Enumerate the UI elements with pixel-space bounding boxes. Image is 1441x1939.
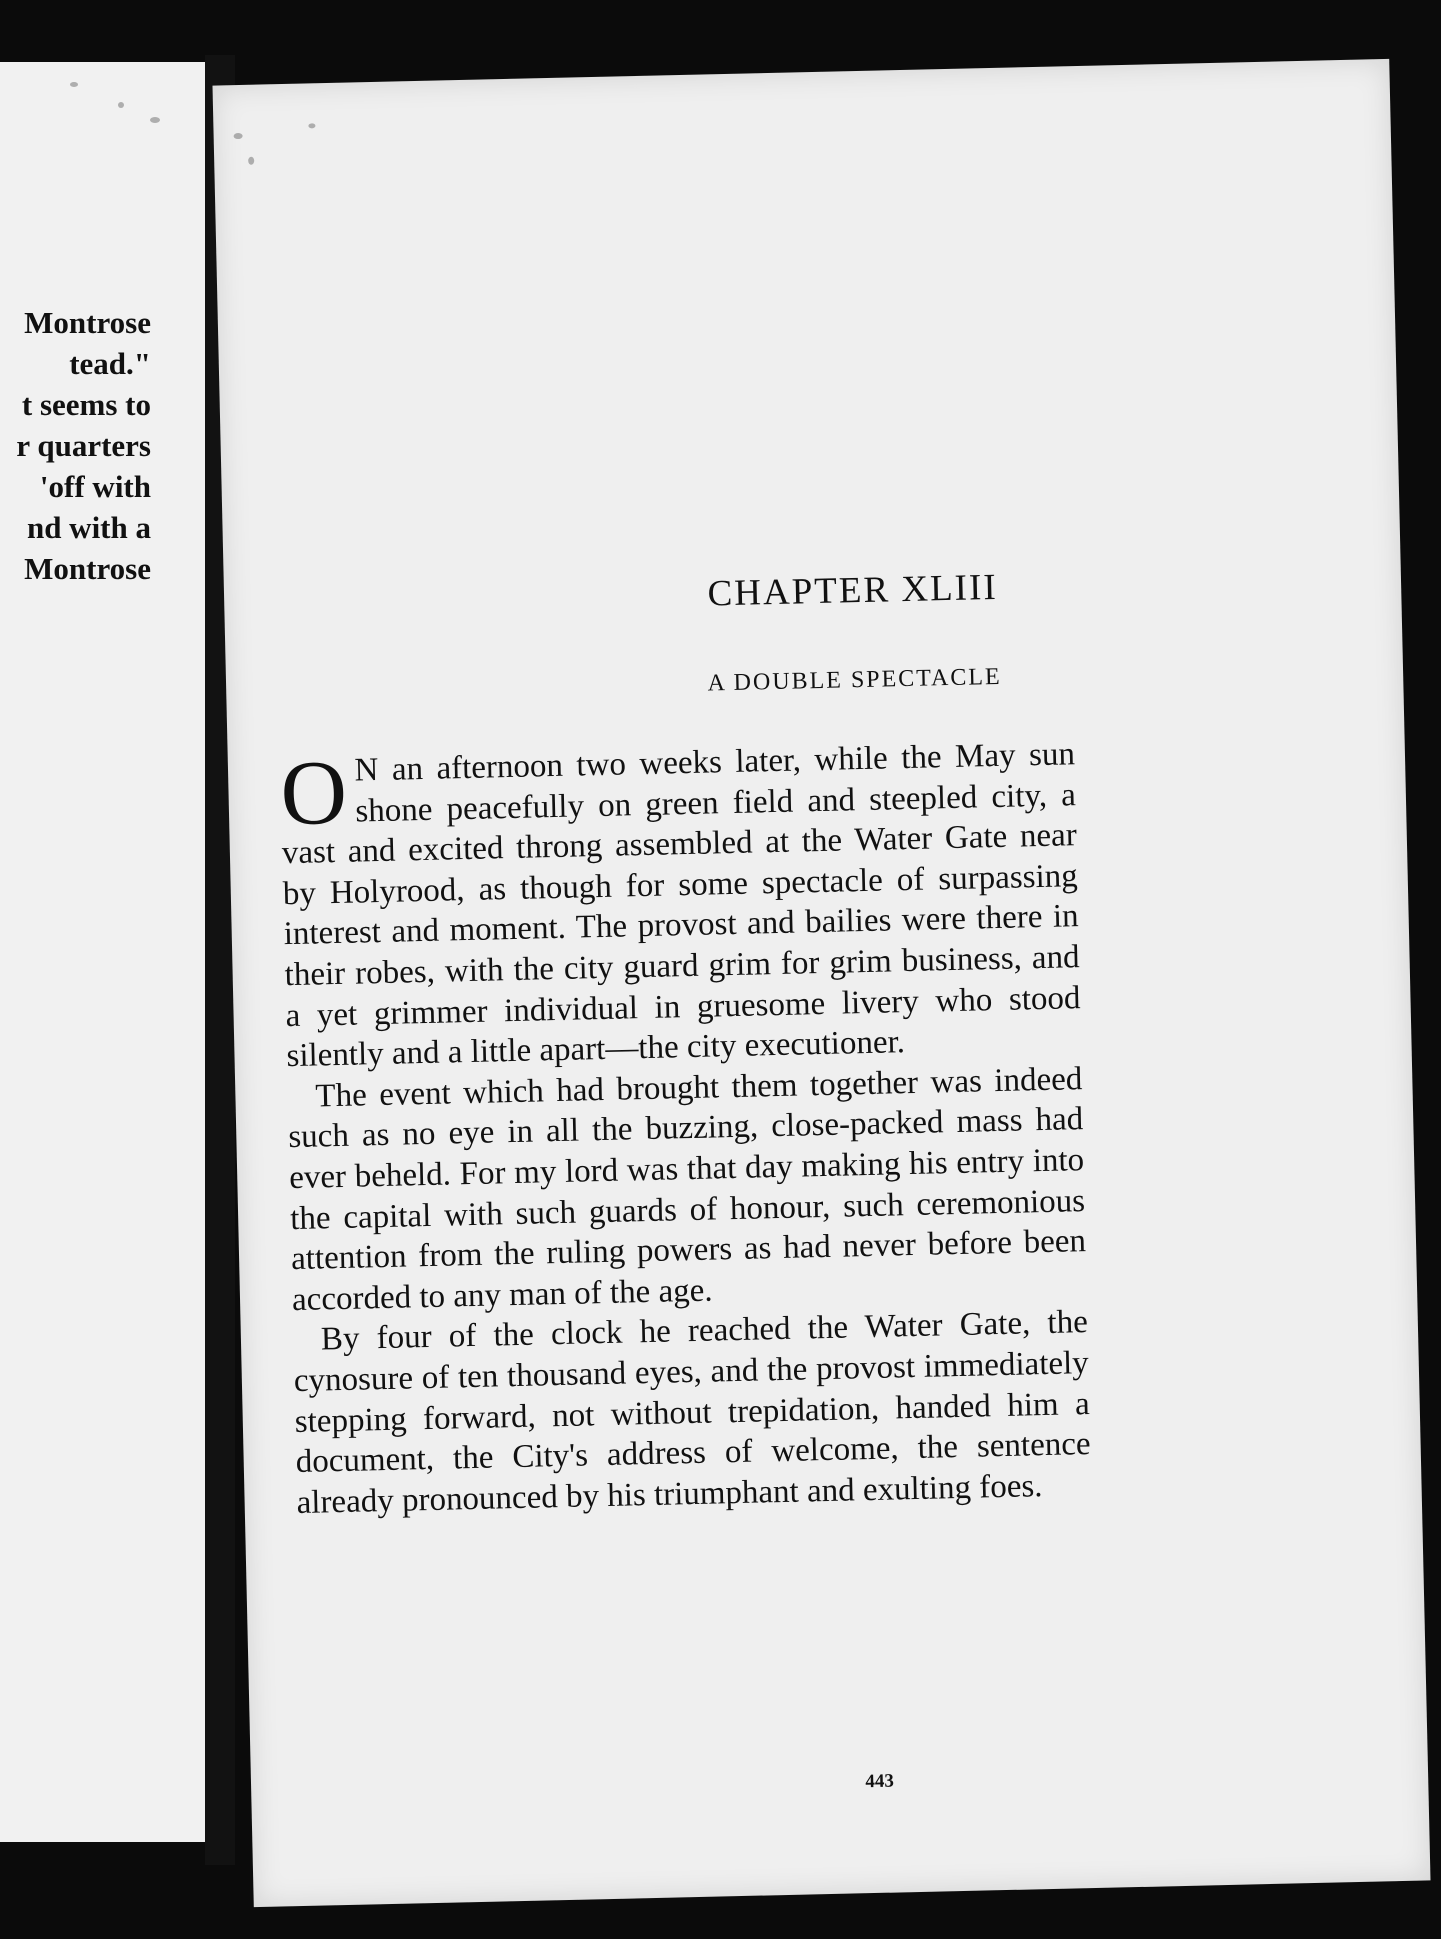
left-page-line: r quarters [16, 428, 151, 463]
left-page-line: Montrose [24, 305, 151, 340]
paragraph [280, 734, 1082, 1077]
chapter-subtitle: A DOUBLE SPECTACLE [707, 663, 1002, 697]
drop-cap: O [279, 740, 349, 845]
paragraph: By four of the clock he reached the Water Gate, the cynosure of ten thousand eyes, and the provost immediately stepping forward, not without trepidation, handed him a document, the City's address of welcome, the sentence already pronounced by his triumphant and exulting foes. [293, 1304, 1091, 1521]
right-page [212, 59, 1430, 1907]
left-page [0, 62, 215, 1842]
ink-speck [308, 123, 315, 128]
ink-speck [70, 82, 78, 87]
paragraph: The event which had brought them together was indeed such as no eye in all the buzzing, close-packed mass had ever beheld. For my lord was that day making his entry into the capital with such guards of honour, such ceremonious attention from the ruling powers as had never before been accorded to any man of the age. [287, 1060, 1087, 1318]
ink-speck [248, 157, 254, 165]
left-page-line: tead." [69, 346, 151, 381]
ink-speck [150, 117, 160, 123]
left-page-line: nd with a [26, 510, 151, 545]
ink-speck [118, 102, 124, 108]
chapter-heading: CHAPTER XLIII [707, 566, 999, 615]
ink-speck [234, 133, 243, 139]
left-page-text-fragment [0, 302, 151, 589]
left-page-line: 'off with [39, 469, 151, 504]
paragraph-text: N an afternoon two weeks later, while the May sun shone peacefully on green field and steepled city, a vast and excited throng assembled at the Water Gate near by Holyrood, as though for some spectacle of surpassing interest and moment. The provost and bailies were there in their robes, with the city guard grim for grim business, and a yet grimmer individual in gruesome livery who stood silently and a little apart—the city executioner. [281, 736, 1081, 1075]
chapter-body [280, 734, 1092, 1523]
page-number: 443 [865, 1770, 895, 1793]
left-page-line: t seems to [21, 387, 151, 422]
left-page-line: Montrose [24, 551, 151, 586]
